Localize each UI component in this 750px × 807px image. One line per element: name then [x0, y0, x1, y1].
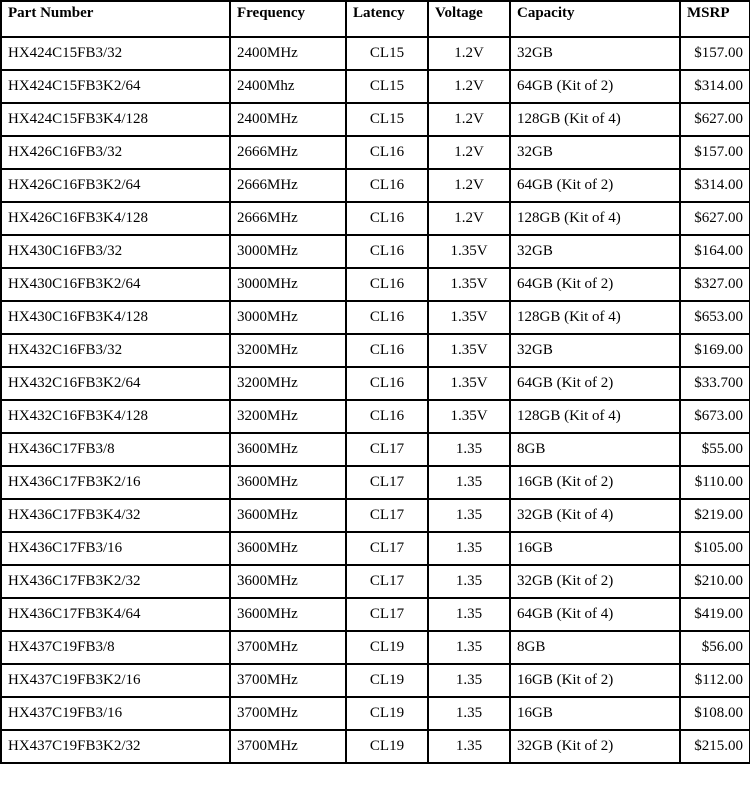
- cell-msrp: $55.00: [680, 433, 750, 466]
- table-body: [1, 37, 750, 763]
- cell-msrp: $33.700: [680, 367, 750, 400]
- cell-part-number: HX437C19FB3/16: [1, 697, 230, 730]
- table-row: [1, 103, 750, 136]
- cell-capacity: 64GB (Kit of 4): [510, 598, 680, 631]
- table-row: [1, 202, 750, 235]
- cell-voltage: 1.35: [428, 697, 510, 730]
- cell-voltage: 1.35: [428, 631, 510, 664]
- cell-capacity: 32GB: [510, 235, 680, 268]
- cell-msrp: $673.00: [680, 400, 750, 433]
- cell-frequency: 2666MHz: [230, 169, 346, 202]
- header-frequency: Frequency: [230, 1, 346, 37]
- cell-capacity: 32GB: [510, 334, 680, 367]
- cell-voltage: 1.35: [428, 466, 510, 499]
- cell-latency: CL16: [346, 301, 428, 334]
- cell-msrp: $157.00: [680, 136, 750, 169]
- table-row: [1, 169, 750, 202]
- cell-part-number: HX436C17FB3/16: [1, 532, 230, 565]
- table-row: [1, 235, 750, 268]
- table-header: [1, 1, 750, 37]
- cell-msrp: $314.00: [680, 70, 750, 103]
- cell-capacity: 8GB: [510, 433, 680, 466]
- cell-capacity: 64GB (Kit of 2): [510, 70, 680, 103]
- cell-msrp: $627.00: [680, 103, 750, 136]
- cell-part-number: HX436C17FB3K2/16: [1, 466, 230, 499]
- cell-frequency: 3700MHz: [230, 730, 346, 763]
- cell-part-number: HX437C19FB3K2/16: [1, 664, 230, 697]
- cell-part-number: HX424C15FB3K2/64: [1, 70, 230, 103]
- cell-latency: CL16: [346, 400, 428, 433]
- cell-voltage: 1.35: [428, 499, 510, 532]
- cell-voltage: 1.2V: [428, 169, 510, 202]
- cell-frequency: 3700MHz: [230, 631, 346, 664]
- cell-frequency: 3200MHz: [230, 334, 346, 367]
- cell-msrp: $169.00: [680, 334, 750, 367]
- cell-msrp: $164.00: [680, 235, 750, 268]
- cell-capacity: 16GB (Kit of 2): [510, 466, 680, 499]
- cell-latency: CL15: [346, 103, 428, 136]
- cell-frequency: 2666MHz: [230, 202, 346, 235]
- cell-part-number: HX432C16FB3/32: [1, 334, 230, 367]
- table-row: [1, 565, 750, 598]
- cell-latency: CL19: [346, 697, 428, 730]
- header-latency: Latency: [346, 1, 428, 37]
- cell-voltage: 1.35: [428, 664, 510, 697]
- cell-part-number: HX430C16FB3/32: [1, 235, 230, 268]
- cell-latency: CL16: [346, 367, 428, 400]
- header-msrp: MSRP: [680, 1, 750, 37]
- cell-frequency: 3200MHz: [230, 400, 346, 433]
- table-row: [1, 499, 750, 532]
- cell-frequency: 3000MHz: [230, 301, 346, 334]
- table-row: [1, 334, 750, 367]
- cell-part-number: HX437C19FB3K2/32: [1, 730, 230, 763]
- cell-capacity: 128GB (Kit of 4): [510, 103, 680, 136]
- cell-part-number: HX426C16FB3/32: [1, 136, 230, 169]
- cell-frequency: 3700MHz: [230, 697, 346, 730]
- cell-frequency: 3600MHz: [230, 532, 346, 565]
- cell-part-number: HX436C17FB3K2/32: [1, 565, 230, 598]
- cell-msrp: $210.00: [680, 565, 750, 598]
- header-row: [1, 1, 750, 37]
- cell-voltage: 1.2V: [428, 103, 510, 136]
- cell-frequency: 3600MHz: [230, 565, 346, 598]
- cell-voltage: 1.2V: [428, 136, 510, 169]
- cell-frequency: 2666MHz: [230, 136, 346, 169]
- table-row: [1, 532, 750, 565]
- cell-frequency: 3600MHz: [230, 433, 346, 466]
- cell-latency: CL19: [346, 631, 428, 664]
- cell-capacity: 32GB: [510, 37, 680, 70]
- cell-capacity: 128GB (Kit of 4): [510, 301, 680, 334]
- cell-voltage: 1.35: [428, 730, 510, 763]
- cell-part-number: HX430C16FB3K4/128: [1, 301, 230, 334]
- cell-part-number: HX436C17FB3K4/32: [1, 499, 230, 532]
- cell-msrp: $110.00: [680, 466, 750, 499]
- cell-voltage: 1.35: [428, 598, 510, 631]
- cell-capacity: 16GB: [510, 697, 680, 730]
- header-part-number: Part Number: [1, 1, 230, 37]
- cell-latency: CL17: [346, 565, 428, 598]
- cell-voltage: 1.35V: [428, 235, 510, 268]
- cell-latency: CL19: [346, 730, 428, 763]
- table-row: [1, 37, 750, 70]
- cell-msrp: $215.00: [680, 730, 750, 763]
- header-voltage: Voltage: [428, 1, 510, 37]
- cell-latency: CL15: [346, 70, 428, 103]
- cell-msrp: $105.00: [680, 532, 750, 565]
- table-row: [1, 598, 750, 631]
- cell-voltage: 1.35V: [428, 334, 510, 367]
- cell-latency: CL16: [346, 136, 428, 169]
- cell-voltage: 1.2V: [428, 37, 510, 70]
- cell-part-number: HX432C16FB3K2/64: [1, 367, 230, 400]
- cell-latency: CL16: [346, 268, 428, 301]
- cell-latency: CL17: [346, 532, 428, 565]
- table-row: [1, 730, 750, 763]
- cell-msrp: $627.00: [680, 202, 750, 235]
- cell-voltage: 1.35: [428, 532, 510, 565]
- cell-msrp: $108.00: [680, 697, 750, 730]
- cell-latency: CL15: [346, 37, 428, 70]
- cell-capacity: 128GB (Kit of 4): [510, 202, 680, 235]
- cell-msrp: $112.00: [680, 664, 750, 697]
- cell-voltage: 1.35V: [428, 367, 510, 400]
- cell-part-number: HX430C16FB3K2/64: [1, 268, 230, 301]
- cell-frequency: 3000MHz: [230, 235, 346, 268]
- cell-msrp: $327.00: [680, 268, 750, 301]
- cell-part-number: HX426C16FB3K4/128: [1, 202, 230, 235]
- cell-part-number: HX426C16FB3K2/64: [1, 169, 230, 202]
- cell-latency: CL17: [346, 499, 428, 532]
- cell-frequency: 2400Mhz: [230, 70, 346, 103]
- cell-latency: CL17: [346, 433, 428, 466]
- cell-msrp: $219.00: [680, 499, 750, 532]
- cell-msrp: $157.00: [680, 37, 750, 70]
- cell-latency: CL16: [346, 334, 428, 367]
- cell-latency: CL19: [346, 664, 428, 697]
- cell-frequency: 3600MHz: [230, 466, 346, 499]
- cell-latency: CL17: [346, 598, 428, 631]
- table-row: [1, 268, 750, 301]
- cell-capacity: 32GB (Kit of 4): [510, 499, 680, 532]
- cell-latency: CL16: [346, 202, 428, 235]
- cell-capacity: 64GB (Kit of 2): [510, 169, 680, 202]
- cell-frequency: 3700MHz: [230, 664, 346, 697]
- cell-part-number: HX432C16FB3K4/128: [1, 400, 230, 433]
- cell-frequency: 2400MHz: [230, 37, 346, 70]
- cell-capacity: 32GB: [510, 136, 680, 169]
- cell-voltage: 1.35V: [428, 400, 510, 433]
- cell-capacity: 128GB (Kit of 4): [510, 400, 680, 433]
- header-capacity: Capacity: [510, 1, 680, 37]
- cell-latency: CL16: [346, 235, 428, 268]
- cell-latency: CL16: [346, 169, 428, 202]
- cell-part-number: HX424C15FB3/32: [1, 37, 230, 70]
- cell-voltage: 1.35: [428, 433, 510, 466]
- table-row: [1, 400, 750, 433]
- cell-capacity: 32GB (Kit of 2): [510, 730, 680, 763]
- cell-part-number: HX436C17FB3K4/64: [1, 598, 230, 631]
- cell-capacity: 16GB (Kit of 2): [510, 664, 680, 697]
- table-row: [1, 367, 750, 400]
- cell-voltage: 1.2V: [428, 70, 510, 103]
- cell-voltage: 1.35V: [428, 301, 510, 334]
- table-row: [1, 466, 750, 499]
- table-row: [1, 301, 750, 334]
- cell-voltage: 1.35V: [428, 268, 510, 301]
- table-row: [1, 433, 750, 466]
- cell-frequency: 3200MHz: [230, 367, 346, 400]
- table-row: [1, 631, 750, 664]
- cell-capacity: 32GB (Kit of 2): [510, 565, 680, 598]
- cell-frequency: 3000MHz: [230, 268, 346, 301]
- table-row: [1, 697, 750, 730]
- cell-capacity: 16GB: [510, 532, 680, 565]
- table-row: [1, 136, 750, 169]
- table-row: [1, 664, 750, 697]
- cell-frequency: 3600MHz: [230, 598, 346, 631]
- cell-latency: CL17: [346, 466, 428, 499]
- cell-capacity: 64GB (Kit of 2): [510, 268, 680, 301]
- cell-capacity: 8GB: [510, 631, 680, 664]
- cell-voltage: 1.35: [428, 565, 510, 598]
- cell-msrp: $314.00: [680, 169, 750, 202]
- cell-part-number: HX424C15FB3K4/128: [1, 103, 230, 136]
- cell-msrp: $653.00: [680, 301, 750, 334]
- cell-voltage: 1.2V: [428, 202, 510, 235]
- cell-part-number: HX436C17FB3/8: [1, 433, 230, 466]
- cell-msrp: $56.00: [680, 631, 750, 664]
- cell-frequency: 3600MHz: [230, 499, 346, 532]
- table-row: [1, 70, 750, 103]
- cell-msrp: $419.00: [680, 598, 750, 631]
- cell-frequency: 2400MHz: [230, 103, 346, 136]
- cell-part-number: HX437C19FB3/8: [1, 631, 230, 664]
- cell-capacity: 64GB (Kit of 2): [510, 367, 680, 400]
